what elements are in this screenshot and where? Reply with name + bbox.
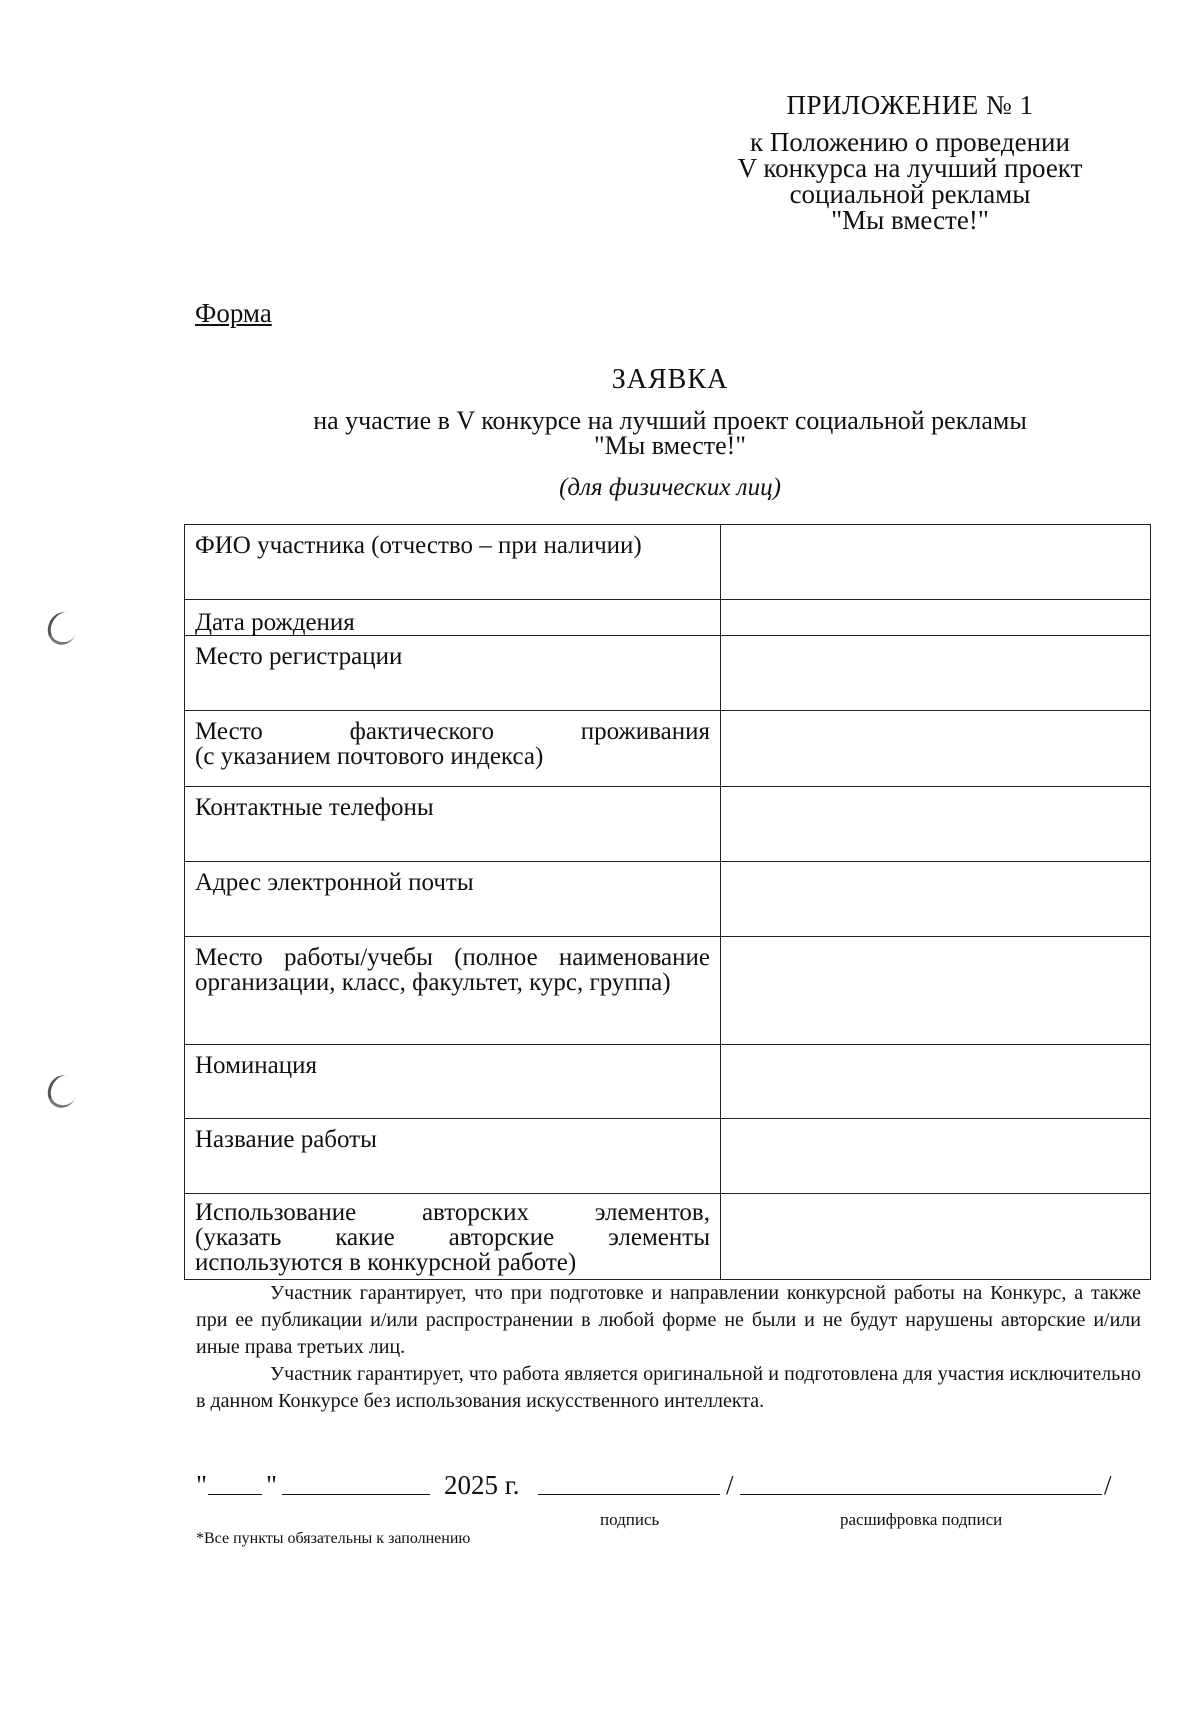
application-note: (для физических лиц): [559, 474, 781, 501]
field-label-workplace: Место работы/учебы (полное наименование организации, класс, факультет, курс, группа): [185, 937, 721, 1045]
table-row: [185, 937, 1151, 1045]
field-label-birth-date: Дата рождения: [185, 600, 721, 636]
guarantee-text: [196, 1280, 1141, 1415]
appendix-line: социальной рекламы: [789, 179, 1031, 209]
signature-row: [196, 1470, 1141, 1510]
table-row: [185, 787, 1151, 862]
field-label-residence: [185, 711, 721, 787]
field-value-phones[interactable]: [721, 787, 1151, 862]
table-row: [185, 1045, 1151, 1119]
field-value-workplace[interactable]: [721, 937, 1151, 1045]
application-form-table: [184, 524, 1151, 1280]
punch-hole-mark: [43, 608, 82, 649]
label-line: Место фактического проживания: [195, 718, 710, 745]
table-row: [185, 862, 1151, 937]
field-label-email: Адрес электронной почты: [185, 862, 721, 937]
date-quote-open: ": [196, 1470, 208, 1500]
label-line: (с указанием почтового индекса): [195, 743, 544, 770]
punch-hole-mark: [43, 1071, 82, 1112]
subtitle-line: "Мы вместе!": [594, 431, 746, 460]
table-row: [185, 600, 1151, 636]
appendix-line: к Положению о проведении: [750, 127, 1070, 157]
signature-slash: /: [1104, 1470, 1112, 1500]
field-label-phones: Контактные телефоны: [185, 787, 721, 862]
field-value-registration[interactable]: [721, 636, 1151, 711]
field-label-registration: Место регистрации: [185, 636, 721, 711]
day-field[interactable]: [208, 1470, 262, 1495]
signature-decoding-field[interactable]: [740, 1470, 1102, 1495]
form-label: Форма: [195, 298, 272, 328]
table-row: [185, 636, 1151, 711]
signature-field[interactable]: [538, 1470, 720, 1495]
date-quote-close: ": [266, 1470, 278, 1500]
footnote: *Все пункты обязательны к заполнению: [196, 1530, 471, 1547]
signature-caption: подпись: [600, 1510, 660, 1529]
appendix-line: V конкурса на лучший проект: [737, 153, 1083, 183]
decoding-caption: расшифровка подписи: [840, 1510, 1003, 1529]
field-value-full-name[interactable]: [721, 525, 1151, 600]
label-line: (указать какие авторские элементы: [195, 1224, 710, 1251]
appendix-line: "Мы вместе!": [831, 205, 989, 235]
signature-slash: /: [726, 1470, 734, 1500]
field-value-email[interactable]: [721, 862, 1151, 937]
appendix-header: [700, 92, 1120, 233]
field-label-nomination: Номинация: [185, 1045, 721, 1119]
subtitle-line: на участие в V конкурсе на лучший проект социальной рекламы: [313, 406, 1027, 435]
field-value-authorship[interactable]: [721, 1194, 1151, 1280]
table-row: [185, 525, 1151, 600]
application-heading: [180, 364, 1160, 502]
field-value-nomination[interactable]: [721, 1045, 1151, 1119]
field-value-work-title[interactable]: [721, 1119, 1151, 1194]
label-line: используются в конкурсной работе): [195, 1249, 577, 1276]
label-line: Использование авторских элементов,: [195, 1199, 710, 1226]
field-value-birth-date[interactable]: [721, 600, 1151, 636]
appendix-title: ПРИЛОЖЕНИЕ № 1: [786, 90, 1034, 120]
field-value-residence[interactable]: [721, 711, 1151, 787]
appendix-reference: [700, 129, 1120, 233]
table-row: [185, 1119, 1151, 1194]
application-subtitle: [180, 408, 1160, 458]
table-row: [185, 1194, 1151, 1280]
year-label: 2025 г.: [444, 1470, 520, 1500]
field-label-authorship: [185, 1194, 721, 1280]
table-row: [185, 711, 1151, 787]
guarantee-paragraph: Участник гарантирует, что работа является оригинальной и подготовлена для участия исключительно в данном Конкурсе без использования искусственного интеллекта.: [196, 1363, 1141, 1412]
month-field[interactable]: [282, 1470, 430, 1495]
field-label-full-name: ФИО участника (отчество – при наличии): [185, 525, 721, 600]
field-label-work-title: Название работы: [185, 1119, 721, 1194]
application-title: ЗАЯВКА: [611, 364, 729, 395]
guarantee-paragraph: Участник гарантирует, что при подготовке и направлении конкурсной работы на Конкурс, а также при ее публикации и/или распространении в любой форме не были и не будут нарушены авторские и/или иные права третьих лиц.: [196, 1282, 1141, 1358]
